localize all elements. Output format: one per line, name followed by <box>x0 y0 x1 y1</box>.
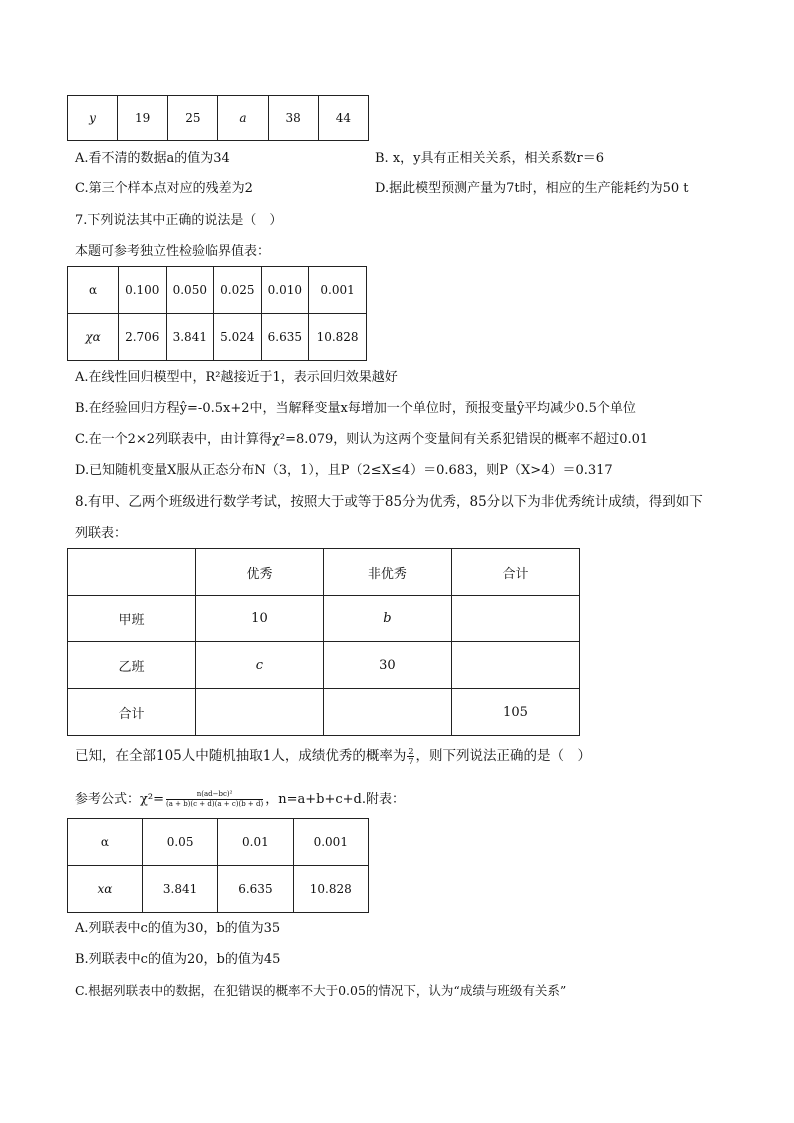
table-cell: 2.706 <box>119 314 167 361</box>
fraction-denominator: 7 <box>408 757 414 766</box>
table-cell: 0.050 <box>166 267 214 314</box>
q8-stem-line1: 8.有甲、乙两个班级进行数学考试，按照大于或等于85分为优秀，85分以下为非优秀统计成绩，得到如下 <box>75 494 703 510</box>
q7-stem: 7.下列说法其中正确的说法是（ ） <box>75 213 283 228</box>
table-cell: 0.025 <box>214 267 262 314</box>
table-cell: 44 <box>318 96 368 141</box>
table-cell: y <box>68 96 118 141</box>
formula-numerator: n(ad−bc)² <box>166 790 263 800</box>
table-header: 优秀 <box>195 549 323 596</box>
table-cell: 3.841 <box>166 314 214 361</box>
table-cell: c <box>195 642 323 689</box>
table-cell: 合计 <box>68 689 196 736</box>
q6-option-d: D.据此模型预测产量为7t时，相应的生产能耗约为50 t <box>375 181 689 196</box>
table-cell: 0.05 <box>142 819 217 866</box>
q7-option-a: A.在线性回归模型中，R²越接近于1，表示回归效果越好 <box>75 370 398 385</box>
table-cell: b <box>323 596 451 642</box>
given-suffix: ，则下列说法正确的是（ ） <box>415 748 591 764</box>
table-cell: 0.100 <box>119 267 167 314</box>
contingency-table <box>67 548 580 736</box>
critical-value-table <box>67 266 367 361</box>
table-cell <box>451 596 579 642</box>
table-cell: 0.001 <box>309 267 367 314</box>
fraction-numerator: 2 <box>408 747 414 756</box>
table-cell: 10 <box>195 596 323 642</box>
table-cell: 6.635 <box>261 314 309 361</box>
q6-option-b: B. x，y具有正相关关系，相关系数r＝6 <box>375 151 604 166</box>
q6-option-c: C.第三个样本点对应的残差为2 <box>75 181 253 196</box>
table-header <box>68 549 196 596</box>
chi-square-fraction <box>166 790 263 809</box>
table-cell: 5.024 <box>214 314 262 361</box>
q7-option-c: C.在一个2×2列联表中，由计算得χ²=8.079，则认为这两个变量间有关系犯错误的概率不超过0.01 <box>75 432 649 447</box>
table-cell: 38 <box>268 96 318 141</box>
table-cell: 甲班 <box>68 596 196 642</box>
table-cell <box>451 642 579 689</box>
table-cell: 乙班 <box>68 642 196 689</box>
q7-option-d: D.已知随机变量X服从正态分布N（3，1），且P（2≤X≤4）＝0.683，则P（X>4）＝0.317 <box>75 463 613 478</box>
q6-option-a: A.看不清的数据a的值为34 <box>75 151 230 166</box>
q8-stem-line2: 列联表： <box>75 526 128 541</box>
table-cell: 25 <box>168 96 218 141</box>
q8-given-statement <box>75 744 591 768</box>
q8-option-b: B.列联表中c的值为20，b的值为45 <box>75 952 281 967</box>
table-header: 合计 <box>451 549 579 596</box>
table-row <box>68 689 580 736</box>
formula-suffix: ，n=a+b+c+d.附表： <box>265 792 405 807</box>
q7-option-b: B.在经验回归方程ŷ=-0.5x+2中，当解释变量x每增加一个单位时，预报变量ŷ平均减少0.5个单位 <box>75 401 636 416</box>
reference-table <box>67 818 369 913</box>
table-cell: 0.01 <box>218 819 293 866</box>
table-cell: χα <box>68 314 119 361</box>
data-table-y-row <box>67 95 369 141</box>
table-cell: 0.010 <box>261 267 309 314</box>
q7-intro: 本题可参考独立性检验临界值表： <box>75 244 271 259</box>
table-row <box>68 596 580 642</box>
formula-denominator: (a + b)(c + d)(a + c)(b + d) <box>165 800 264 808</box>
table-cell: 6.635 <box>218 866 293 913</box>
table-row <box>68 642 580 689</box>
table-cell: xα <box>68 866 143 913</box>
q8-option-c: C.根据列联表中的数据，在犯错误的概率不大于0.05的情况下，认为“成绩与班级有关系” <box>75 983 567 998</box>
table-cell: 0.001 <box>293 819 368 866</box>
table-cell <box>195 689 323 736</box>
q8-formula <box>75 788 405 812</box>
table-header: 非优秀 <box>323 549 451 596</box>
table-cell: α <box>68 267 119 314</box>
table-cell: 105 <box>451 689 579 736</box>
table-cell: α <box>68 819 143 866</box>
table-cell <box>323 689 451 736</box>
probability-fraction <box>407 747 414 766</box>
table-cell: a <box>218 96 268 141</box>
formula-prefix: 参考公式：χ²= <box>75 792 164 807</box>
given-prefix: 已知，在全部105人中随机抽取1人，成绩优秀的概率为 <box>75 748 407 764</box>
table-cell: 19 <box>118 96 168 141</box>
table-cell: 10.828 <box>309 314 367 361</box>
table-cell: 10.828 <box>293 866 368 913</box>
table-cell: 3.841 <box>142 866 217 913</box>
table-cell: 30 <box>323 642 451 689</box>
q8-option-a: A.列联表中c的值为30，b的值为35 <box>75 921 281 936</box>
